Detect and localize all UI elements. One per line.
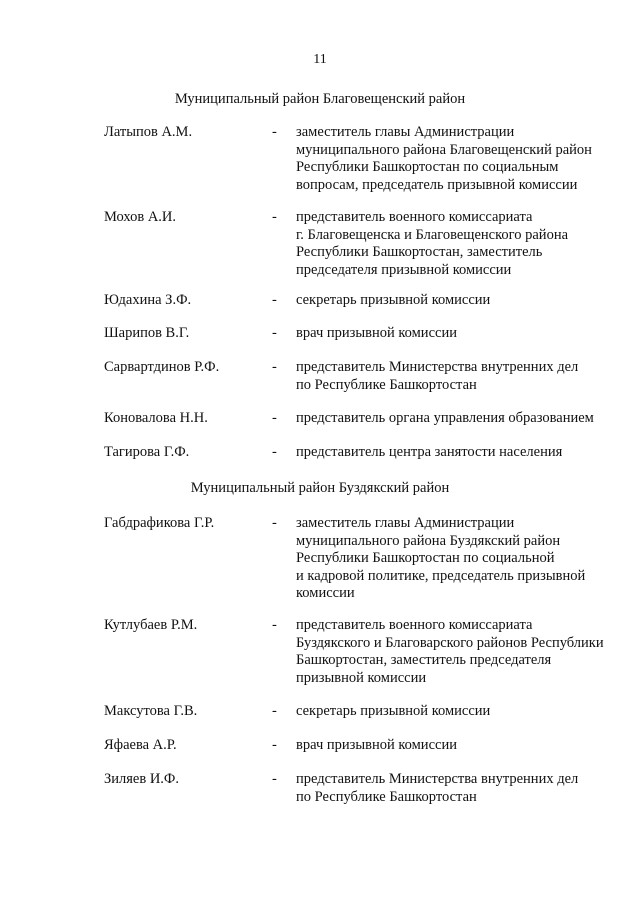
member-name: Латыпов А.М. <box>104 124 193 140</box>
role-line: Башкортостан, заместитель председателя <box>296 652 552 668</box>
member-role <box>296 515 634 603</box>
dash-separator: - <box>272 771 277 787</box>
role-line: секретарь призывной комиссии <box>296 703 491 719</box>
role-line: Республики Башкортостан по социальным <box>296 159 559 175</box>
role-line: представитель военного комиссариата <box>296 617 533 633</box>
member-role <box>296 737 634 755</box>
dash-separator: - <box>272 359 277 375</box>
member-role <box>296 771 634 806</box>
role-line: врач призывной комиссии <box>296 737 457 753</box>
section-title: Муниципальный район Буздякский район <box>190 480 450 496</box>
page-number: 11 <box>313 52 327 67</box>
dash-separator: - <box>272 410 277 426</box>
role-line: по Республике Башкортостан <box>296 788 477 805</box>
role-line: муниципального района Благовещенский район <box>296 141 592 158</box>
role-line: представитель военного комиссариата <box>296 209 533 225</box>
role-line: заместитель главы Администрации <box>296 515 515 531</box>
section-title: Муниципальный район Благовещенский район <box>174 91 466 107</box>
member-role <box>296 292 634 310</box>
role-line: представитель центра занятости населения <box>296 444 563 460</box>
role-line: призывной комиссии <box>296 669 427 686</box>
role-line: и кадровой политике, председатель призывной <box>296 567 586 584</box>
role-line: муниципального района Буздякский район <box>296 532 561 549</box>
member-role <box>296 410 634 428</box>
member-name: Яфаева А.Р. <box>104 737 177 753</box>
role-line: комиссии <box>296 585 355 601</box>
member-name: Сарвартдинов Р.Ф. <box>104 359 220 375</box>
role-line: по Республике Башкортостан <box>296 376 477 393</box>
role-line: заместитель главы Администрации <box>296 124 515 140</box>
role-line: Буздякского и Благоварского районов Республики <box>296 634 604 651</box>
dash-separator: - <box>272 703 277 719</box>
dash-separator: - <box>272 515 277 531</box>
dash-separator: - <box>272 737 277 753</box>
member-role <box>296 359 634 394</box>
member-name: Коновалова Н.Н. <box>104 410 208 426</box>
role-line: Республики Башкортостан, заместитель <box>296 244 543 260</box>
member-name: Юдахина З.Ф. <box>104 292 192 308</box>
member-name: Зиляев И.Ф. <box>104 771 180 787</box>
member-role <box>296 703 634 721</box>
role-line: представитель Министерства внутренних дел <box>296 359 579 375</box>
member-role <box>296 617 634 687</box>
role-line: вопросам, председатель призывной комиссии <box>296 176 578 193</box>
member-role <box>296 124 634 194</box>
member-name: Мохов А.И. <box>104 209 177 225</box>
role-line: секретарь призывной комиссии <box>296 292 491 308</box>
member-name: Максутова Г.В. <box>104 703 198 719</box>
role-line: Республики Башкортостан по социальной <box>296 550 555 566</box>
member-name: Кутлубаев Р.М. <box>104 617 198 633</box>
member-name: Габдрафикова Г.Р. <box>104 515 215 531</box>
role-line: г. Благовещенска и Благовещенского района <box>296 226 569 243</box>
dash-separator: - <box>272 292 277 308</box>
dash-separator: - <box>272 617 277 633</box>
member-name: Тагирова Г.Ф. <box>104 444 190 460</box>
member-role <box>296 444 634 462</box>
role-line: врач призывной комиссии <box>296 325 457 341</box>
dash-separator: - <box>272 325 277 341</box>
dash-separator: - <box>272 124 277 140</box>
member-name: Шарипов В.Г. <box>104 325 190 341</box>
member-role <box>296 209 634 279</box>
role-line: председателя призывной комиссии <box>296 261 512 278</box>
role-line: представитель органа управления образованием <box>296 410 594 426</box>
dash-separator: - <box>272 209 277 225</box>
dash-separator: - <box>272 444 277 460</box>
role-line: представитель Министерства внутренних дел <box>296 771 579 787</box>
member-role <box>296 325 634 343</box>
